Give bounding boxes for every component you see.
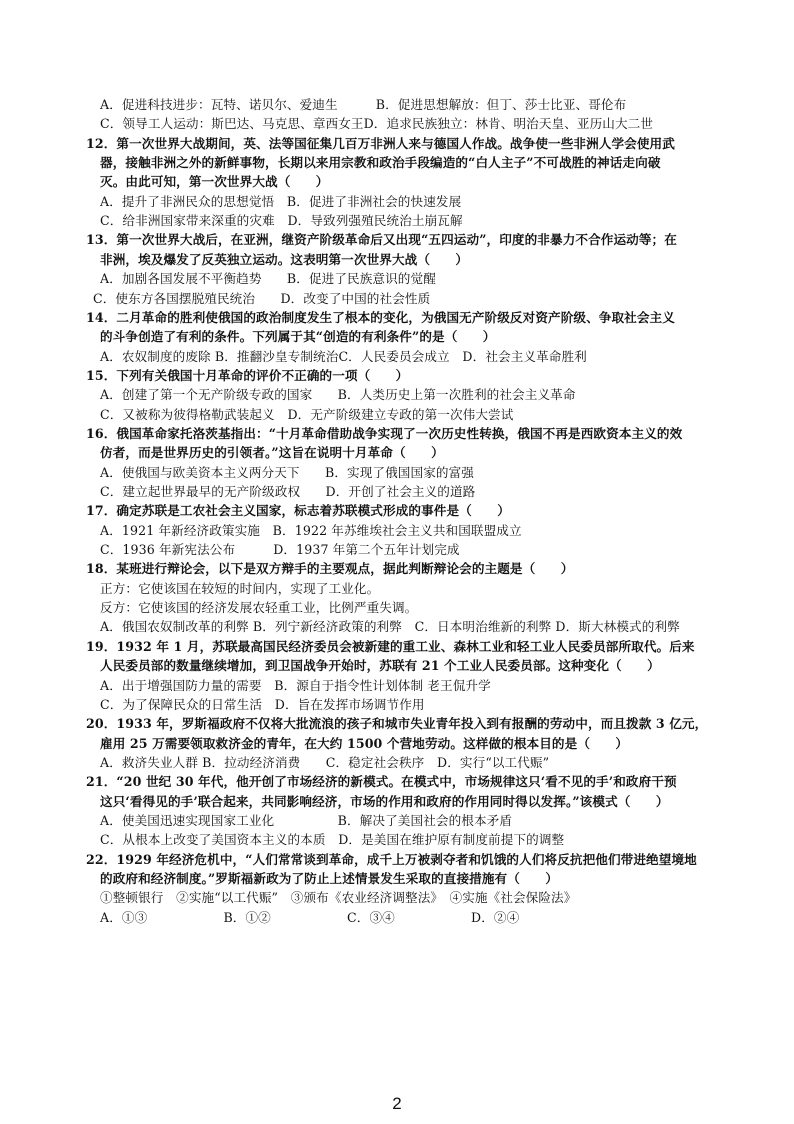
question-stem: 15．下列有关俄国十月革命的评价不正确的一项（ ） — [86, 367, 409, 383]
answer-options: C．建立起世界最早的无产阶级政权 D．开创了社会主义的道路 — [100, 484, 476, 499]
question-text: 器，接触非洲之外的新鲜事物，长期以来用宗教和政治手段编造的“白人主子”不可战胜的神话走向破 — [100, 155, 661, 171]
question-text: 正方：它使该国在较短的时间内，实现了工业化。 — [100, 580, 380, 596]
question-text: 的斗争创造了有利的条件。下列属于其“创造的有利条件”的是（ ） — [100, 329, 496, 345]
answer-options: A．出于增强国防力量的需要 B．源自于指令性计划体制 老王侃升学 — [100, 677, 491, 693]
answer-options: A．促进科技进步：瓦特、诺贝尔、爱迪生 B．促进思想解放：但丁、莎士比亚、哥伦布 — [100, 97, 627, 112]
question-text: 反方：它使该国的经济发展农轻重工业，比例严重失调。 — [100, 600, 418, 616]
answer-options: A．救济失业人群 B．拉动经济消费 C．稳定社会秩序 D．实行“以工代赈” — [100, 754, 550, 770]
question-stem: 17．确定苏联是工农社会主义国家，标志着苏联模式形成的事件是（ ） — [86, 503, 510, 519]
answer-options: A．创建了第一个无产阶级专政的国家 B．人类历史上第一次胜利的社会主义革命 — [100, 387, 576, 403]
answer-options: A．使俄国与欧美资本主义两分天下 B．实现了俄国国家的富强 — [100, 464, 474, 480]
question-text: ①整顿银行 ②实施“以工代赈” ③颁布《农业经济调整法》 ④实施《社会保险法》 — [100, 890, 577, 906]
answer-options: C．给非洲国家带来深重的灾难 D．导致列强殖民统治土崩瓦解 — [100, 213, 463, 229]
question-stem: 16．俄国革命家托洛茨基指出：“十月革命借助战争实现了一次历史性转换，俄国不再是西欧资本主义的效 — [86, 425, 683, 441]
question-text: 灭。由此可知，第一次世界大战（ ） — [100, 174, 329, 190]
answer-options: C．为了保障民众的日常生活 D．旨在发挥市场调节作用 — [100, 696, 425, 712]
answer-options: A．使美国迅速实现国家工业化 B．解决了美国社会的根本矛盾 — [100, 812, 513, 828]
question-text: 仿者，而是世界历史的引领者。”这旨在说明十月革命（ ） — [100, 445, 444, 461]
answer-options: A．加剧各国发展不平衡趋势 B．促进了民族意识的觉醒 — [100, 271, 436, 287]
question-stem: 19．1932 年 1 月，苏联最高国民经济委员会被新建的重工业、森林工业和轻工业人民委员部所取代。后来 — [86, 638, 695, 654]
question-text: 人民委员部的数量继续增加，到卫国战争开始时，苏联有 21 个工业人民委员部。这种变化（ ） — [100, 658, 660, 674]
question-stem: 14．二月革命的胜利使俄国的政治制度发生了根本的变化，为俄国无产阶级反对资产阶级、争取社会主义 — [86, 309, 675, 325]
question-stem: 22．1929 年经济危机中，“人们常常谈到革命，成千上万被剥夺者和饥饿的人们将反抗把他们带进绝望境地 — [86, 851, 697, 867]
question-text: 非洲，埃及爆发了反英独立运动。这表明第一次世界大战（ ） — [100, 251, 469, 267]
answer-options: C．使东方各国摆脱殖民统治 D．改变了中国的社会性质 — [93, 290, 431, 306]
answer-options: A．提升了非洲民众的思想觉悟 B．促进了非洲社会的快速发展 — [100, 193, 462, 209]
question-stem: 21．“20 世纪 30 年代，他开创了市场经济的新模式。在模式中，市场规律这只‘看不见的手’和政府干预 — [86, 774, 677, 790]
question-text: A．①③ B．①② C．③④ D．②④ — [100, 909, 520, 925]
answer-options: C．1936 年新宪法公布 D．1937 年第二个五年计划完成 — [100, 542, 460, 558]
question-stem: 12．第一次世界大战期间，英、法等国征集几百万非洲人来与德国人作战。战争使一些非洲人学会使用武 — [86, 135, 675, 151]
answer-options: A．1921 年新经济政策实施 B．1922 年苏维埃社会主义共和国联盟成立 — [100, 522, 522, 538]
answer-options: A．俄国农奴制改革的利弊 B．列宁新经济政策的利弊 C．日本明治维新的利弊 D．斯大林模式的利弊 — [100, 619, 680, 635]
page-number: 2 — [392, 1094, 402, 1113]
answer-options: A．农奴制度的废除 B．推翻沙皇专制统治C．人民委员会成立 D．社会主义革命胜利 — [100, 348, 587, 364]
question-text: 的政府和经济制度。”罗斯福新政为了防止上述情景发生采取的直接措施有（ ） — [100, 871, 559, 886]
question-stem: 13．第一次世界大战后，在亚洲，继资产阶级革命后又出现“五四运动”，印度的非暴力不合作运动等；在 — [86, 232, 677, 248]
answer-options: C．从根本上改变了美国资本主义的本质 D．是美国在维护原有制度前提下的调整 — [100, 832, 565, 848]
answer-options: C．又被称为彼得格勒武装起义 D．无产阶级建立专政的第一次伟大尝试 — [100, 406, 514, 422]
question-text: 雇用 25 万需要领取救济金的青年，在大约 1500 个营地劳动。这样做的根本目的是（ ） — [100, 735, 629, 751]
question-text: 这只‘看得见的手’联合起来，共同影响经济，市场的作用和政府的作用同时得以发挥。”该模式（ ） — [100, 793, 669, 809]
question-stem: 20．1933 年，罗斯福政府不仅将大批流浪的孩子和城市失业青年投入到有报酬的劳动中，而且拨款 3 亿元， — [86, 716, 708, 732]
question-stem: 18．某班进行辩论会，以下是双方辩手的主要观点，据此判断辩论会的主题是（ ） — [86, 561, 574, 577]
answer-options: C．领导工人运动：斯巴达、马克思、章西女王D．追求民族独立：林肯、明治天皇、亚历山大二世 — [100, 116, 654, 132]
